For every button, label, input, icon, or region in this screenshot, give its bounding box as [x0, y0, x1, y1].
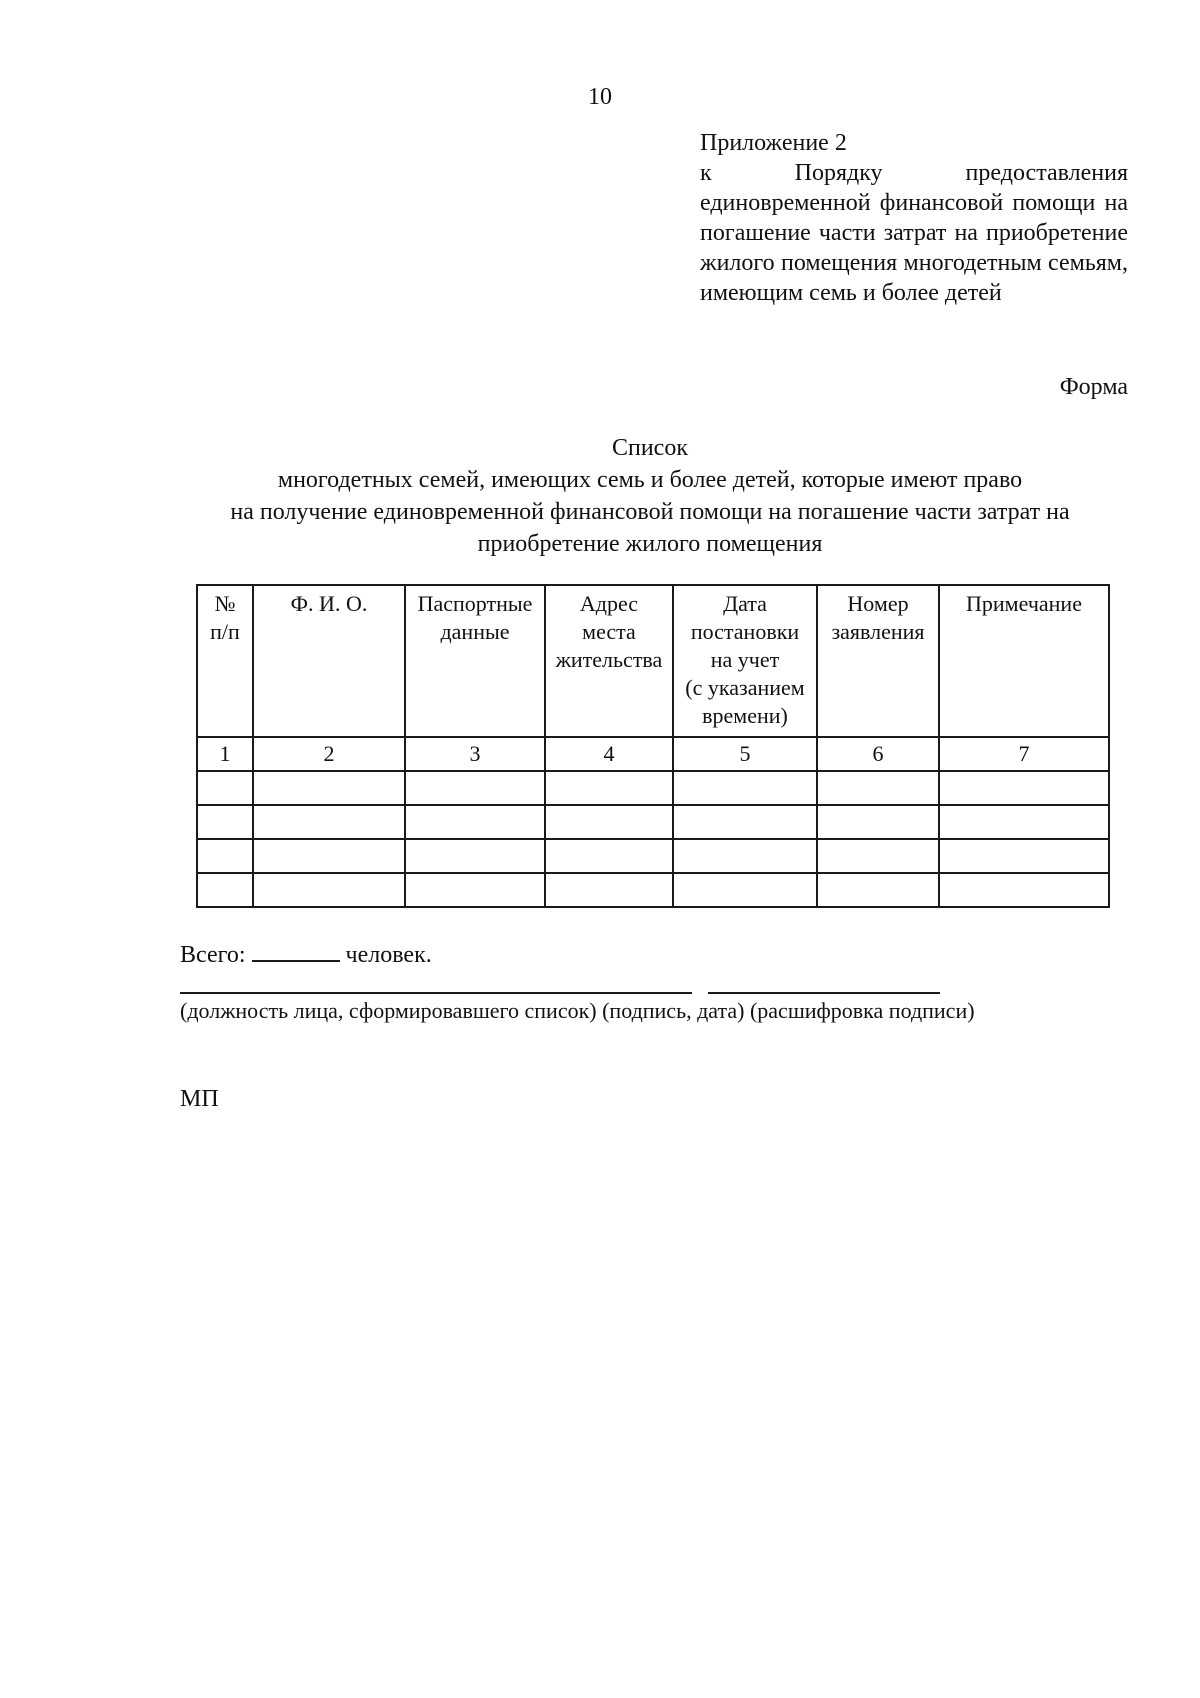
table-cell: [405, 805, 545, 839]
column-number: 2: [253, 737, 405, 771]
table-cell: [939, 873, 1109, 907]
table-row: [197, 805, 1109, 839]
header-application-number: Номер заявления: [817, 585, 939, 737]
table-cell: [673, 839, 817, 873]
column-number: 4: [545, 737, 673, 771]
table-cell: [817, 771, 939, 805]
table-cell: [405, 839, 545, 873]
table-row: [197, 873, 1109, 907]
document-title-subtitle: многодетных семей, имеющих семь и более детей, которые имеют право на получение единовременной финансовой помощи на погашение части затрат на приобретение жилого помещения: [230, 467, 1070, 557]
table-cell: [673, 771, 817, 805]
table-cell: [817, 873, 939, 907]
column-number: 7: [939, 737, 1109, 771]
table-row: [197, 839, 1109, 873]
table-cell: [939, 771, 1109, 805]
header-full-name: Ф. И. О.: [253, 585, 405, 737]
column-number: 3: [405, 737, 545, 771]
document-title-main: Список: [611, 435, 688, 461]
table-header-row: [197, 585, 1109, 737]
table-cell: [545, 771, 673, 805]
table-cell: [939, 805, 1109, 839]
table-cell: [197, 873, 253, 907]
appendix-title: Приложение 2: [700, 130, 847, 156]
column-number: 6: [817, 737, 939, 771]
table-cell: [939, 839, 1109, 873]
table-cell: [405, 771, 545, 805]
appendix-reference: [700, 128, 1128, 308]
column-number: 5: [673, 737, 817, 771]
total-suffix: человек.: [345, 942, 432, 968]
table-row: [197, 771, 1109, 805]
table-cell: [197, 771, 253, 805]
table-cell: [673, 873, 817, 907]
total-count-blank: [252, 936, 340, 962]
column-number-row: [197, 737, 1109, 771]
table-cell: [405, 873, 545, 907]
table-cell: [673, 805, 817, 839]
position-signature-line: [180, 992, 692, 994]
table-cell: [545, 873, 673, 907]
stamp-label: МП: [180, 1086, 219, 1112]
table-cell: [253, 771, 405, 805]
header-address: Адрес места жительства: [545, 585, 673, 737]
page-number: 10: [588, 84, 612, 110]
document-title: [150, 432, 1150, 560]
header-note: Примечание: [939, 585, 1109, 737]
total-prefix: Всего:: [180, 942, 246, 968]
table-cell: [817, 805, 939, 839]
table-cell: [197, 839, 253, 873]
signature-caption: (должность лица, сформировавшего список) (подпись, дата) (расшифровка подписи): [180, 998, 975, 1023]
appendix-text: к Порядку предоставления единовременной финансовой помощи на погашение части затрат на приобретение жилого помещения многодетным семьям, имеющим семь и более детей: [700, 160, 1128, 306]
header-passport: Паспортные данные: [405, 585, 545, 737]
table-cell: [253, 805, 405, 839]
table-cell: [545, 839, 673, 873]
table-cell: [817, 839, 939, 873]
total-line: [180, 936, 432, 969]
signature-line: [708, 992, 940, 994]
form-label: Форма: [1059, 374, 1128, 400]
column-number: 1: [197, 737, 253, 771]
table-cell: [253, 839, 405, 873]
table-cell: [545, 805, 673, 839]
families-table: [196, 584, 1110, 908]
table-cell: [253, 873, 405, 907]
header-registration-date: Дата постановки на учет (с указанием времени): [673, 585, 817, 737]
header-number: № п/п: [197, 585, 253, 737]
table-cell: [197, 805, 253, 839]
